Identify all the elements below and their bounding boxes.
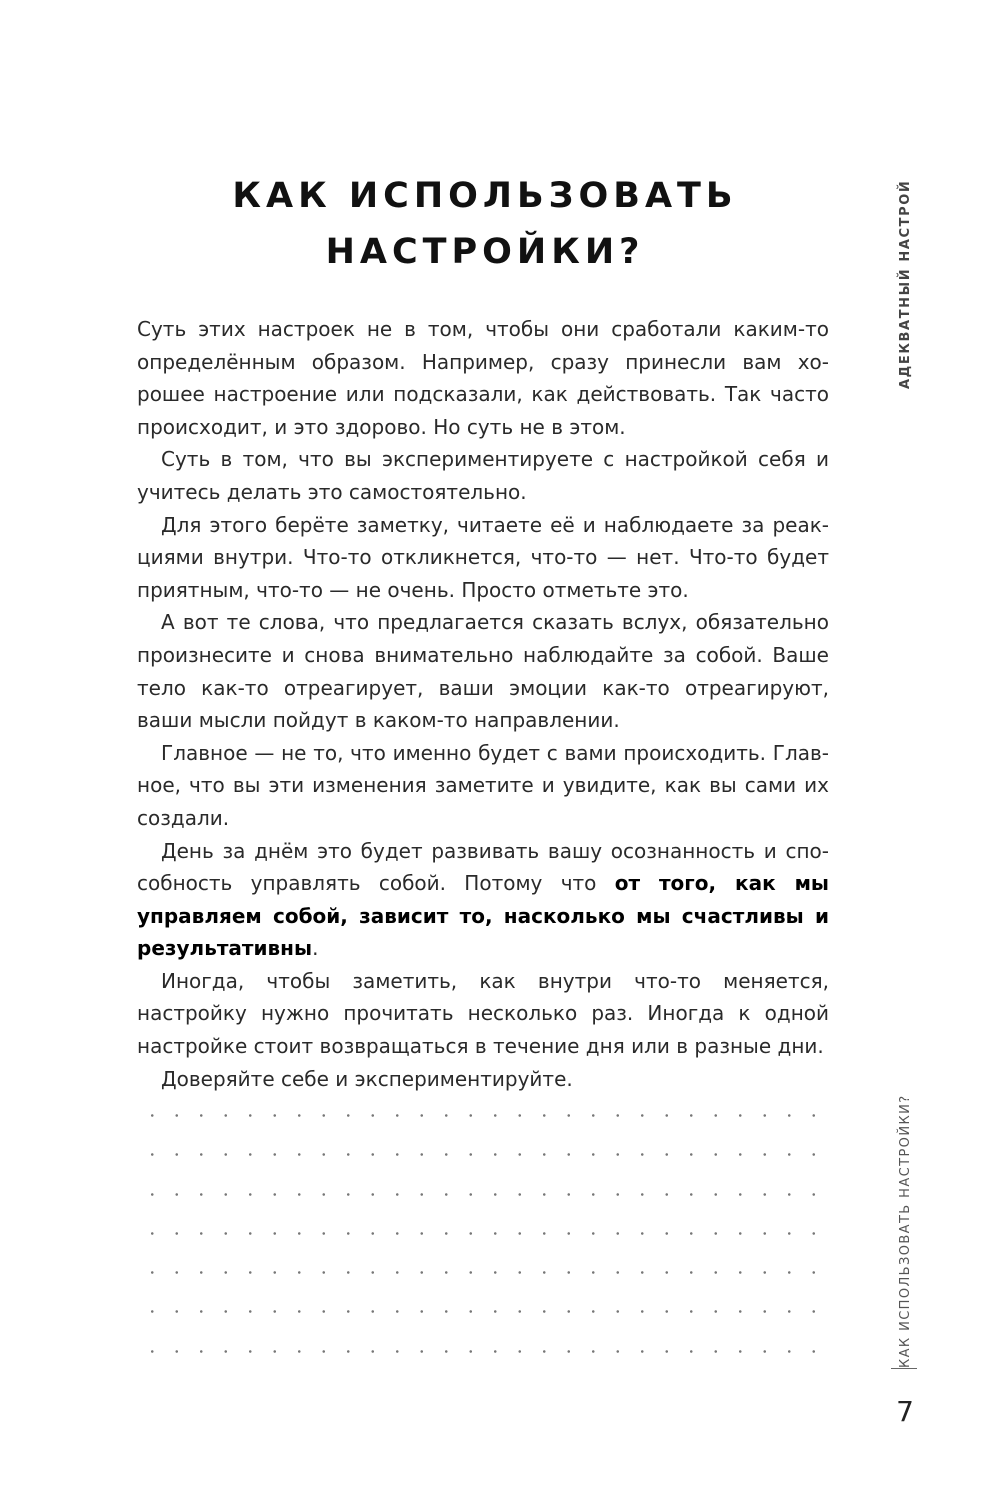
dot-row	[140, 1175, 830, 1214]
paragraph-6-text-before: День за днём это будет развивать вашу осознанность и способность управлять собой. Потому что	[137, 838, 829, 896]
paragraph-6-bold-text: от того, как мы управляем собой, зависит то, насколько мы счастливы и результативны	[137, 871, 829, 961]
chapter-running-head: КАК ИСПОЛЬЗОВАТЬ НАСТРОЙКИ?	[898, 1094, 913, 1368]
paragraph-8: Доверяйте себе и экспериментируйте.	[161, 1066, 573, 1091]
dot-row	[140, 1135, 830, 1174]
paragraph-5: Главное — не то, что именно будет с вами происходить. Главное, что вы эти изменения заметите и увидите, как вы сами их создали.	[137, 740, 829, 830]
notes-dot-grid	[140, 1096, 830, 1371]
paragraph-1: Суть этих настроек не в том, чтобы они сработали каким-то определённым образом. Например, сразу принесли вам хорошее настроение или подсказали, как действовать. Так часто происходит, и это здорово. Но суть не в этом.	[137, 317, 829, 439]
dot-row	[140, 1332, 830, 1371]
page-title-line-1: КАК ИСПОЛЬЗОВАТЬ	[232, 176, 738, 216]
paragraph-6-text-after: .	[312, 936, 319, 961]
section-running-head: АДЕКВАТНЫЙ НАСТРОЙ	[898, 179, 913, 389]
dot-row	[140, 1096, 830, 1135]
paragraph-4: А вот те слова, что предлагается сказать вслух, обязательно произнесите и снова внимательно наблюдайте за собой. Ваше тело как-то отреагирует, ваши эмоции как-то отреагируют, ваши мысли пойдут в каком-то направлении.	[137, 610, 829, 733]
page-number: 7	[896, 1395, 914, 1428]
paragraph-2: Суть в том, что вы экспериментируете с настройкой себя и учитесь делать это самостоятельно.	[137, 447, 829, 504]
dot-row	[140, 1253, 830, 1292]
dot-row	[140, 1214, 830, 1253]
paragraph-3: Для этого берёте заметку, читаете её и наблюдаете за реакциями внутри. Что-то откликнется, что-то — нет. Что-то будет приятным, что-то — не очень. Просто отметьте это.	[137, 512, 829, 602]
paragraph-7: Иногда, чтобы заметить, как внутри что-то меняется, настройку нужно прочитать несколько раз. Иногда к одной настройке стоит возвращаться в течение дня или в разные дни.	[137, 968, 829, 1059]
dot-row	[140, 1292, 830, 1331]
page-title	[135, 168, 835, 280]
body-text	[137, 313, 829, 1095]
running-head-divider	[891, 1368, 917, 1369]
paragraph-6	[137, 835, 829, 965]
page-title-line-2: НАСТРОЙКИ?	[325, 232, 645, 272]
